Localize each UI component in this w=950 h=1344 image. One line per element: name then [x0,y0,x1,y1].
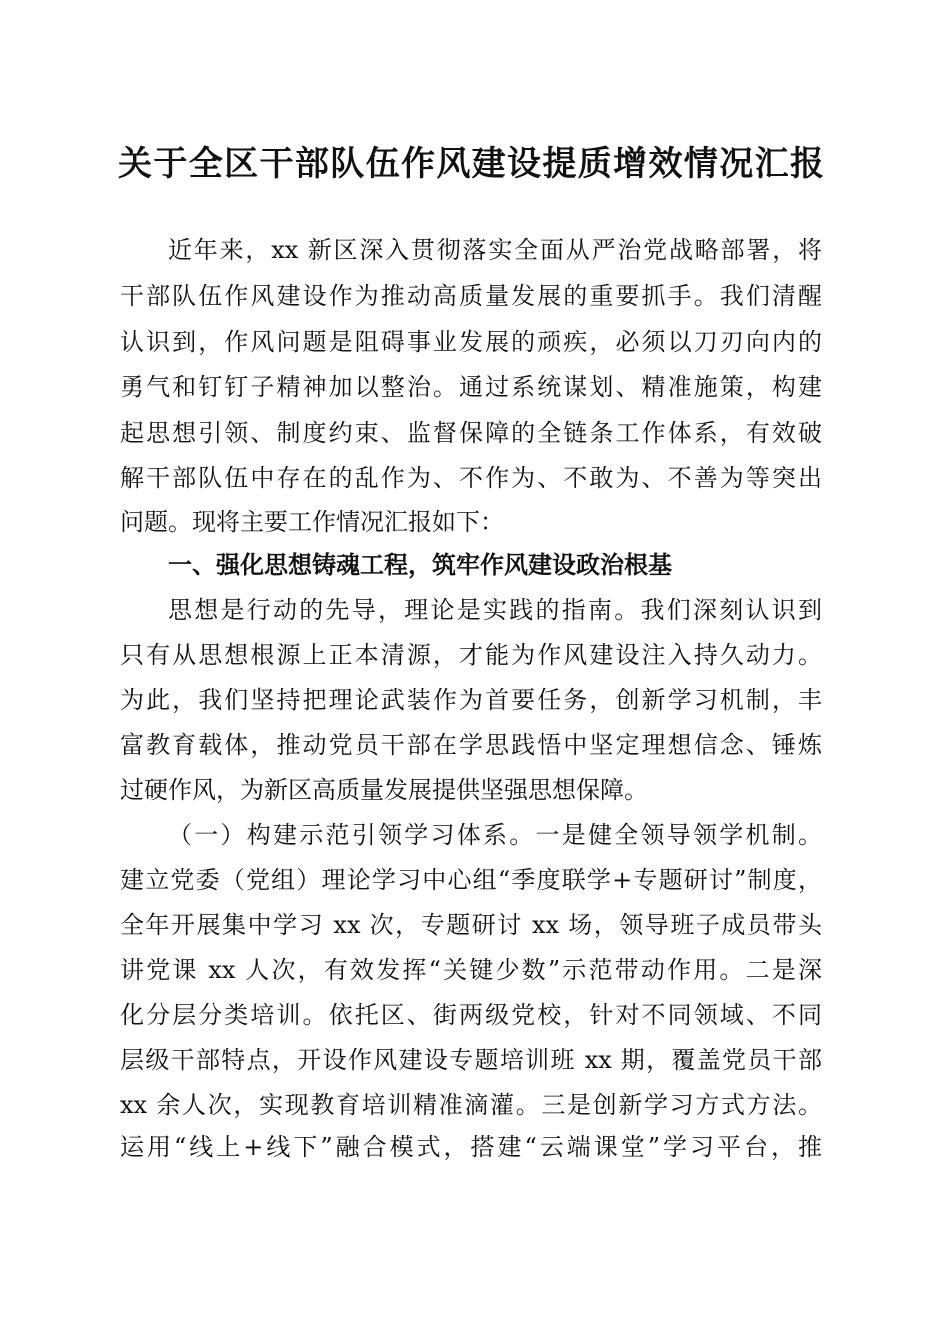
subsection-line: xx 余人次，实现教育培训精准滴灌。三是创新学习方式方法。 [120,1091,822,1119]
intro-line: 解干部队伍中存在的乱作为、不作为、不敢为、不善为等突出 [120,464,822,492]
subsection-line: 全年开展集中学习 xx 次，专题研讨 xx 场，领导班子成员带头 [120,911,822,939]
intro-line: 勇气和钉钉子精神加以整治。通过系统谋划、精准施策，构建 [120,373,822,401]
section-paragraph-line: 过硬作风，为新区高质量发展提供坚强思想保障。 [120,776,648,804]
section-paragraph-line: 富教育载体，推动党员干部在学思践悟中坚定理想信念、锤炼 [120,731,822,759]
intro-line: 起思想引领、制度约束、监督保障的全链条工作体系，有效破 [120,419,822,447]
section-paragraph-line: 思想是行动的先导，理论是实践的指南。我们深刻认识到 [168,596,822,624]
section-paragraph-line: 只有从思想根源上正本清源，才能为作风建设注入持久动力。 [120,641,822,669]
subsection-line: 运用“线上+线下”融合模式，搭建“云端课堂”学习平台，推 [120,1133,822,1161]
subsection-line: 层级干部特点，开设作风建设专题培训班 xx 期，覆盖党员干部 [120,1046,822,1074]
intro-line: 干部队伍作风建设作为推动高质量发展的重要抓手。我们清醒 [120,282,822,310]
document-title: 关于全区干部队伍作风建设提质增效情况汇报 [118,144,824,184]
section-paragraph-line: 为此，我们坚持把理论武装作为首要任务，创新学习机制，丰 [120,686,822,714]
subsection-line: （一）构建示范引领学习体系。一是健全领导领学机制。 [168,821,822,849]
subsection-line: 建立党委（党组）理论学习中心组“季度联学+专题研讨”制度， [120,866,822,894]
intro-line: 近年来，xx 新区深入贯彻落实全面从严治党战略部署，将 [168,236,822,264]
intro-line: 认识到，作风问题是阻碍事业发展的顽疾，必须以刀刃向内的 [120,328,822,356]
section-heading: 一、强化思想铸魂工程，筑牢作风建设政治根基 [168,551,672,579]
intro-line: 问题。现将主要工作情况汇报如下： [120,508,504,536]
subsection-line: 化分层分类培训。依托区、街两级党校，针对不同领域、不同 [120,1001,822,1029]
subsection-line: 讲党课 xx 人次，有效发挥“关键少数”示范带动作用。二是深 [120,956,822,984]
